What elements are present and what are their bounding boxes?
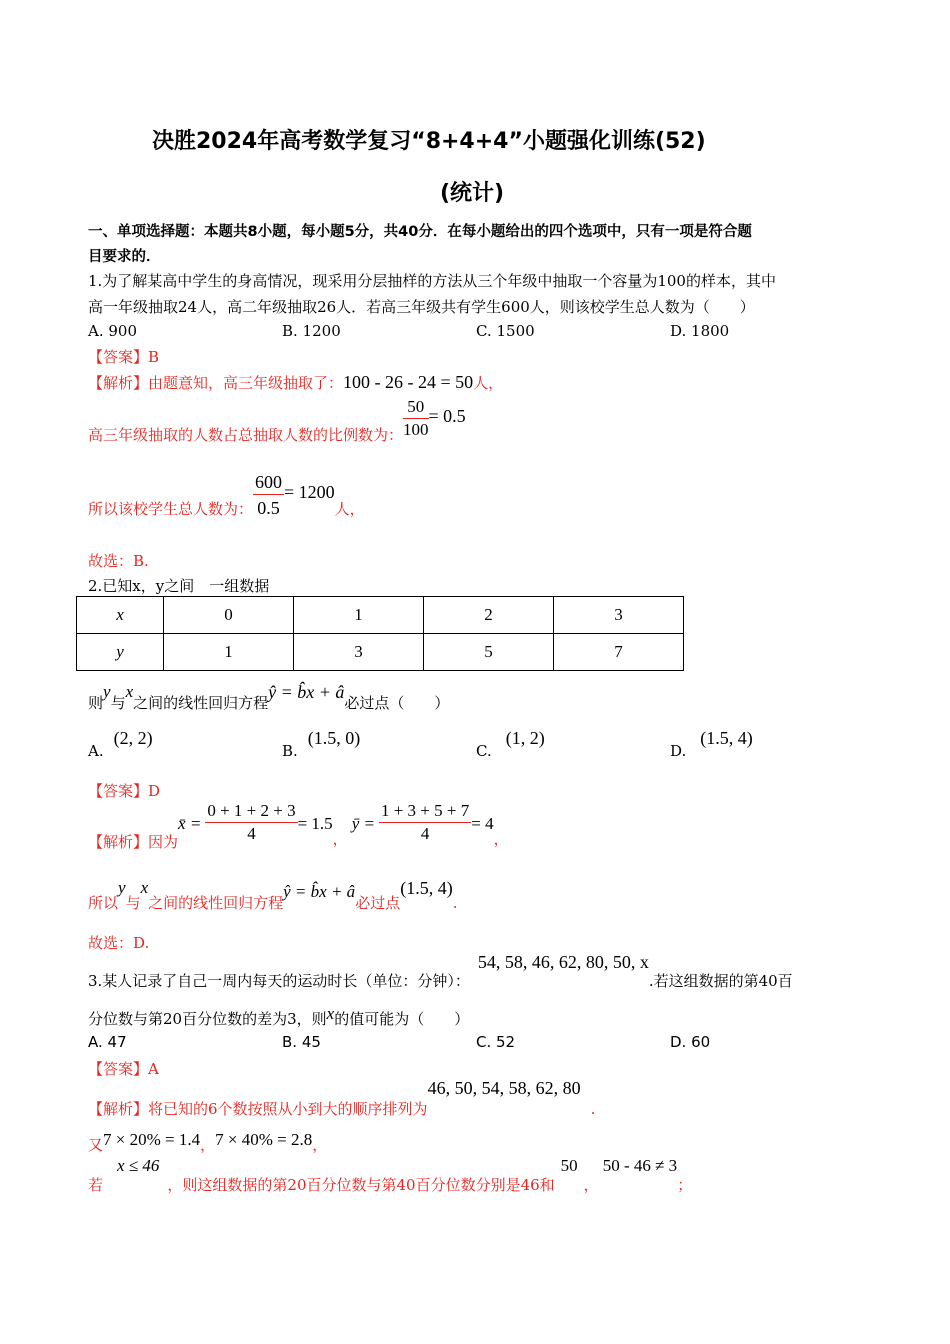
separator: ，	[200, 1136, 216, 1154]
stem-text: 之间的线性回归方程	[133, 694, 269, 712]
separator: ，	[493, 830, 509, 848]
q3-stem-line2	[88, 1004, 469, 1029]
table-row	[77, 597, 684, 634]
q2-option-b	[282, 728, 360, 760]
q1-stem-line1: 1.为了解某高中学生的身高情况，现采用分层抽样的方法从三个年级中抽取一个容量为100的样本，其中	[88, 272, 776, 290]
table-cell: 0	[164, 597, 294, 634]
q1-option-b: B. 1200	[282, 322, 341, 340]
q1-analysis	[88, 372, 503, 393]
regression-equation: ŷ = b̂x + â	[268, 682, 345, 702]
option-value: (1, 2)	[505, 728, 545, 748]
q2-option-d	[670, 728, 753, 760]
table-cell: 3	[554, 597, 684, 634]
separator: ，	[312, 1136, 328, 1154]
q1-choose: 故选：B.	[88, 552, 149, 570]
answer-text: 【答案】A	[88, 1060, 159, 1078]
q1-total-suffix: 人，	[334, 500, 365, 518]
table-cell: 7	[554, 634, 684, 671]
value-50: 50	[560, 1156, 578, 1175]
stem-text: 与	[110, 694, 126, 712]
xbar-label: x̄ =	[178, 814, 202, 833]
stem-text: 3.某人记录了自己一周内每天的运动时长（单位：分钟）：	[88, 972, 470, 990]
q2-conclusion	[88, 878, 457, 913]
section-header-line1: 一、单项选择题：本题共8小题，每小题5分，共40分．在每小题给出的四个选项中，只有一项是符合题	[88, 224, 752, 240]
case-text: 若	[88, 1176, 104, 1194]
q2-option-c	[476, 728, 545, 760]
case-text: ，则这组数据的第20百分位数与第40百分位数分别是46和	[167, 1176, 555, 1194]
point: (1.5, 4)	[400, 878, 453, 898]
separator: ；	[677, 1176, 693, 1194]
calc-20: 7 × 20% = 1.4	[103, 1130, 201, 1149]
q3-option-d: D. 60	[670, 1033, 711, 1051]
q1-option-a: A. 900	[88, 322, 137, 340]
q3-option-b: B. 45	[282, 1033, 321, 1051]
q3-percentile-calc	[88, 1130, 327, 1155]
q2-analysis	[88, 800, 509, 852]
q1-ratio-text: 高三年级抽取的人数占总抽取人数的比例数为：	[88, 426, 404, 444]
analysis-text: 因为	[148, 833, 179, 851]
q1-option-c: C. 1500	[476, 322, 535, 340]
q1-calc-suffix: 人，	[473, 374, 504, 392]
q3-case	[88, 1156, 692, 1195]
q1-total-fraction	[253, 470, 284, 521]
option-label: D.	[670, 742, 687, 760]
q3-option-a: A. 47	[88, 1033, 127, 1051]
ratio-numerator: 50	[403, 396, 429, 419]
q2-answer: 【答案】D	[88, 782, 161, 800]
q1-answer: 【答案】B	[88, 348, 160, 366]
q2-stem	[88, 682, 449, 713]
option-value: (1.5, 4)	[700, 728, 753, 748]
analysis-label: 【解析】	[88, 1100, 149, 1118]
var-y: y	[118, 878, 126, 897]
var-y: y	[103, 682, 111, 701]
q1-ratio-result: = 0.5	[428, 406, 466, 426]
q3-stem-line1	[88, 952, 793, 991]
ybar-denominator: 4	[420, 824, 430, 843]
q2-choose: 故选：D.	[88, 934, 150, 952]
separator: ，	[332, 830, 348, 848]
data-table	[76, 596, 684, 671]
stem-text: 则	[88, 694, 104, 712]
period: .	[452, 894, 458, 912]
stem-text: 的值可能为（ ）	[334, 1010, 470, 1028]
table-cell: 1	[294, 597, 424, 634]
stem-text: 必过点（ ）	[344, 694, 450, 712]
xbar-denominator: 4	[247, 824, 256, 843]
q1-total-text: 所以该校学生总人数为：	[88, 500, 254, 518]
total-numerator: 600	[253, 470, 284, 495]
xbar-result: = 1.5	[297, 814, 333, 833]
section-header-line2: 目要求的．	[88, 249, 161, 265]
ybar-numerator: 1 + 3 + 5 + 7	[379, 800, 471, 823]
xbar-fraction	[205, 800, 297, 845]
calc-text: 又	[88, 1136, 104, 1154]
q1-option-d: D. 1800	[670, 322, 730, 340]
total-denominator: 0.5	[257, 498, 280, 518]
regression-equation: ŷ = b̂x + â	[283, 882, 356, 901]
q1-stem-line2: 高一年级抽取24人，高二年级抽取26人．若高三年级共有学生600人，则该校学生总人数为（ ）	[88, 298, 755, 316]
page-subtitle: (统计)	[440, 181, 505, 206]
ratio-denominator: 100	[403, 420, 429, 439]
conclusion-text: 必过点	[355, 894, 401, 912]
period: .	[590, 1100, 596, 1118]
conclusion-text: 所以	[88, 894, 119, 912]
table-cell: 1	[164, 634, 294, 671]
q3-option-c: C. 52	[476, 1033, 516, 1051]
separator: ，	[583, 1176, 599, 1194]
conclusion-text: 与	[125, 894, 141, 912]
table-cell: 3	[294, 634, 424, 671]
option-label: B.	[282, 742, 298, 760]
table-cell: x	[77, 597, 164, 634]
q2-intro: 2.已知x，y之间 一组数据	[88, 577, 270, 595]
inequality: 50 - 46 ≠ 3	[602, 1156, 678, 1175]
sorted-list: 46, 50, 54, 58, 62, 80	[427, 1078, 581, 1098]
ybar-label: ȳ =	[351, 814, 375, 833]
option-label: C.	[476, 742, 492, 760]
stem-text: 分位数与第20百分位数的差为3，则	[88, 1010, 327, 1028]
option-value: (2, 2)	[113, 728, 153, 748]
ybar-result: = 4	[471, 814, 494, 833]
analysis-text: 由题意知，高三年级抽取了：	[148, 374, 344, 392]
calc-40: 7 × 40% = 2.8	[215, 1130, 313, 1149]
analysis-text: 将已知的6个数按照从小到大的顺序排列为	[148, 1100, 428, 1118]
table-row	[77, 634, 684, 671]
analysis-label: 【解析】	[88, 833, 149, 851]
data-list: 54, 58, 46, 62, 80, 50, x	[477, 952, 649, 972]
q3-answer	[88, 1058, 159, 1079]
var-x: x	[326, 1004, 335, 1023]
q1-calc: 100 - 26 - 24 = 50	[343, 372, 474, 392]
q1-ratio-fraction	[403, 396, 429, 441]
table-cell: 5	[424, 634, 554, 671]
table-cell: y	[77, 634, 164, 671]
option-value: (1.5, 0)	[307, 728, 361, 748]
q1-total-result: = 1200	[284, 482, 335, 502]
table-cell: 2	[424, 597, 554, 634]
q3-analysis	[88, 1078, 595, 1119]
q1-ratio	[88, 396, 466, 445]
conclusion-text: 之间的线性回归方程	[148, 894, 284, 912]
var-x: x	[140, 878, 149, 897]
ybar-fraction	[379, 800, 471, 845]
q1-total	[88, 470, 365, 521]
xbar-numerator: 0 + 1 + 2 + 3	[205, 800, 297, 823]
q2-option-a	[88, 728, 153, 760]
option-label: A.	[88, 742, 104, 760]
stem-text: .若这组数据的第40百	[648, 972, 793, 990]
analysis-label: 【解析】	[88, 374, 149, 392]
page-title: 决胜2024年高考数学复习“8+4+4”小题强化训练(52)	[152, 129, 706, 154]
var-x: x	[125, 682, 134, 701]
condition: x ≤ 46	[117, 1156, 160, 1175]
